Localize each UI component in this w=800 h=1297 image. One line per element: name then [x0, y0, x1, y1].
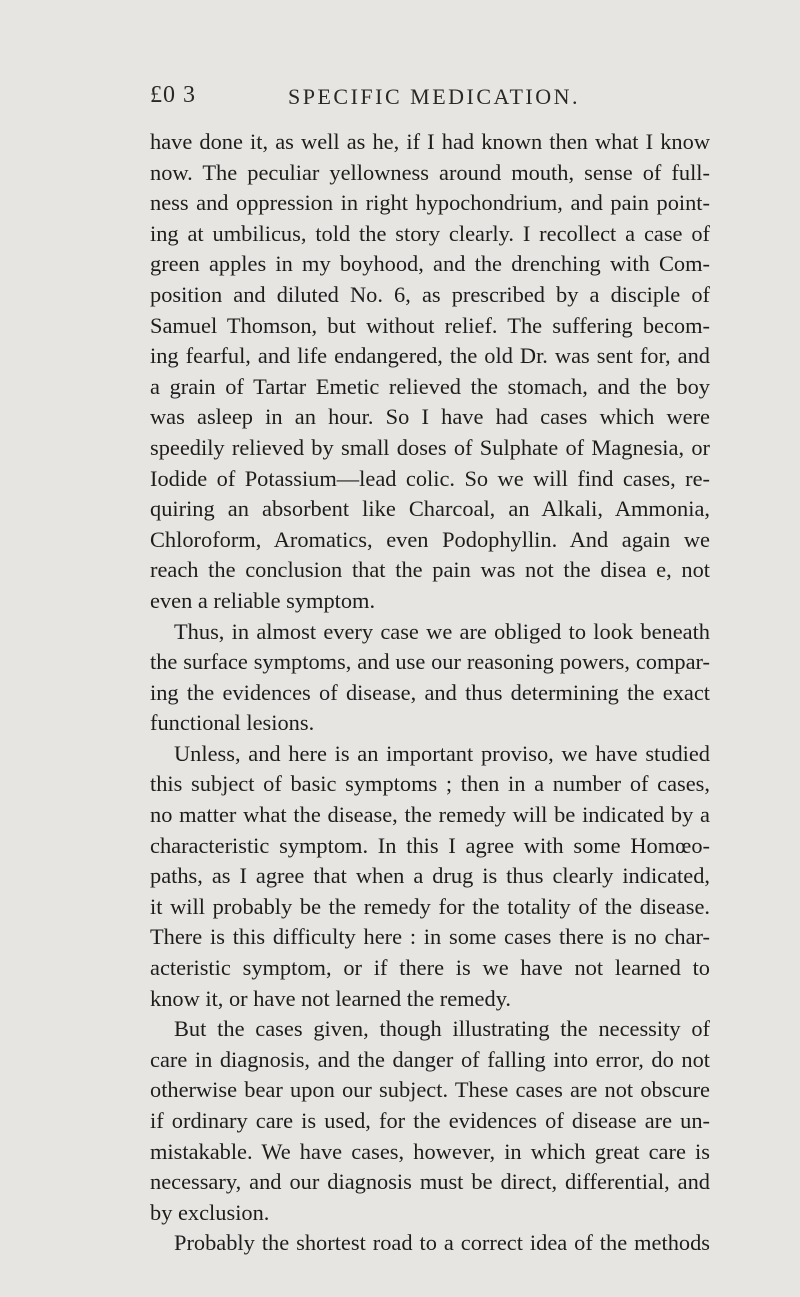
text-line: Samuel Thomson, but without relief. The suffering becom- [150, 312, 710, 338]
text-line: otherwise bear upon our subject. These cases are not obscure [150, 1077, 710, 1103]
text-line: was asleep in an hour. So I have had cases which were [150, 404, 710, 430]
text-line: reach the conclusion that the pain was not the disea e, not [150, 557, 710, 583]
text-line: now. The peculiar yellowness around mouth, sense of full- [150, 159, 710, 185]
text-line: green apples in my boyhood, and the drenching with Com- [150, 251, 710, 277]
text-line: paths, as I agree that when a drug is thus clearly indicated, [150, 863, 710, 889]
text-line: a grain of Tartar Emetic relieved the stomach, and the boy [150, 373, 710, 399]
text-line: characteristic symptom. In this I agree with some Homœo- [150, 832, 710, 858]
running-head: SPECIFIC MEDICATION. [288, 84, 581, 109]
text-line: quiring an absorbent like Charcoal, an Alkali, Ammonia, [150, 496, 710, 522]
text-line: ing the evidences of disease, and thus determining the exact [150, 679, 710, 705]
text-line: ing fearful, and life endangered, the old Dr. was sent for, and [150, 343, 710, 369]
text-line: by exclusion. [150, 1199, 270, 1225]
page-number: £0 3 [150, 82, 196, 108]
text-line: even a reliable symptom. [150, 587, 376, 613]
text-line: this subject of basic symptoms ; then in a number of cases, [150, 771, 710, 797]
text-line: Probably the shortest road to a correct idea of the methods [174, 1230, 710, 1256]
text-line: if ordinary care is used, for the evidences of disease are un- [150, 1108, 710, 1133]
text-line: have done it, as well as he, if I had known then what I know [150, 129, 710, 154]
text-line: speedily relieved by small doses of Sulphate of Magnesia, or [150, 434, 710, 460]
page-header [150, 82, 710, 116]
text-line: functional lesions. [150, 710, 315, 736]
text-line: mistakable. We have cases, however, in which great care is [150, 1138, 710, 1164]
text-line: necessary, and our diagnosis must be direct, differential, and [150, 1169, 710, 1195]
text-line: it will probably be the remedy for the totality of the disease. [150, 893, 710, 919]
text-line: know it, or have not learned the remedy. [150, 985, 512, 1011]
text-line: Chloroform, Aromatics, even Podophyllin. And again we [150, 526, 710, 552]
text-line: care in diagnosis, and the danger of falling into error, do not [150, 1046, 710, 1072]
text-line: But the cases given, though illustrating the necessity of [174, 1016, 710, 1042]
text-line: position and diluted No. 6, as prescribed by a disciple of [150, 281, 710, 307]
text-line: acteristic symptom, or if there is we have not learned to [150, 955, 710, 981]
text-line: Unless, and here is an important proviso, we have studied [174, 740, 710, 766]
text-line: There is this difficulty here : in some cases there is no char- [150, 924, 710, 950]
text-line: the surface symptoms, and use our reasoning powers, compar- [150, 649, 710, 675]
text-line: Iodide of Potassium—lead colic. So we will find cases, re- [150, 465, 710, 491]
text-line: no matter what the disease, the remedy will be indicated by a [150, 802, 710, 828]
body-text [150, 127, 710, 1259]
text-line: Thus, in almost every case we are obliged to look beneath [174, 618, 710, 644]
text-line: ness and oppression in right hypochondrium, and pain point- [150, 190, 710, 216]
text-line: ing at umbilicus, told the story clearly. I recollect a case of [150, 220, 710, 246]
